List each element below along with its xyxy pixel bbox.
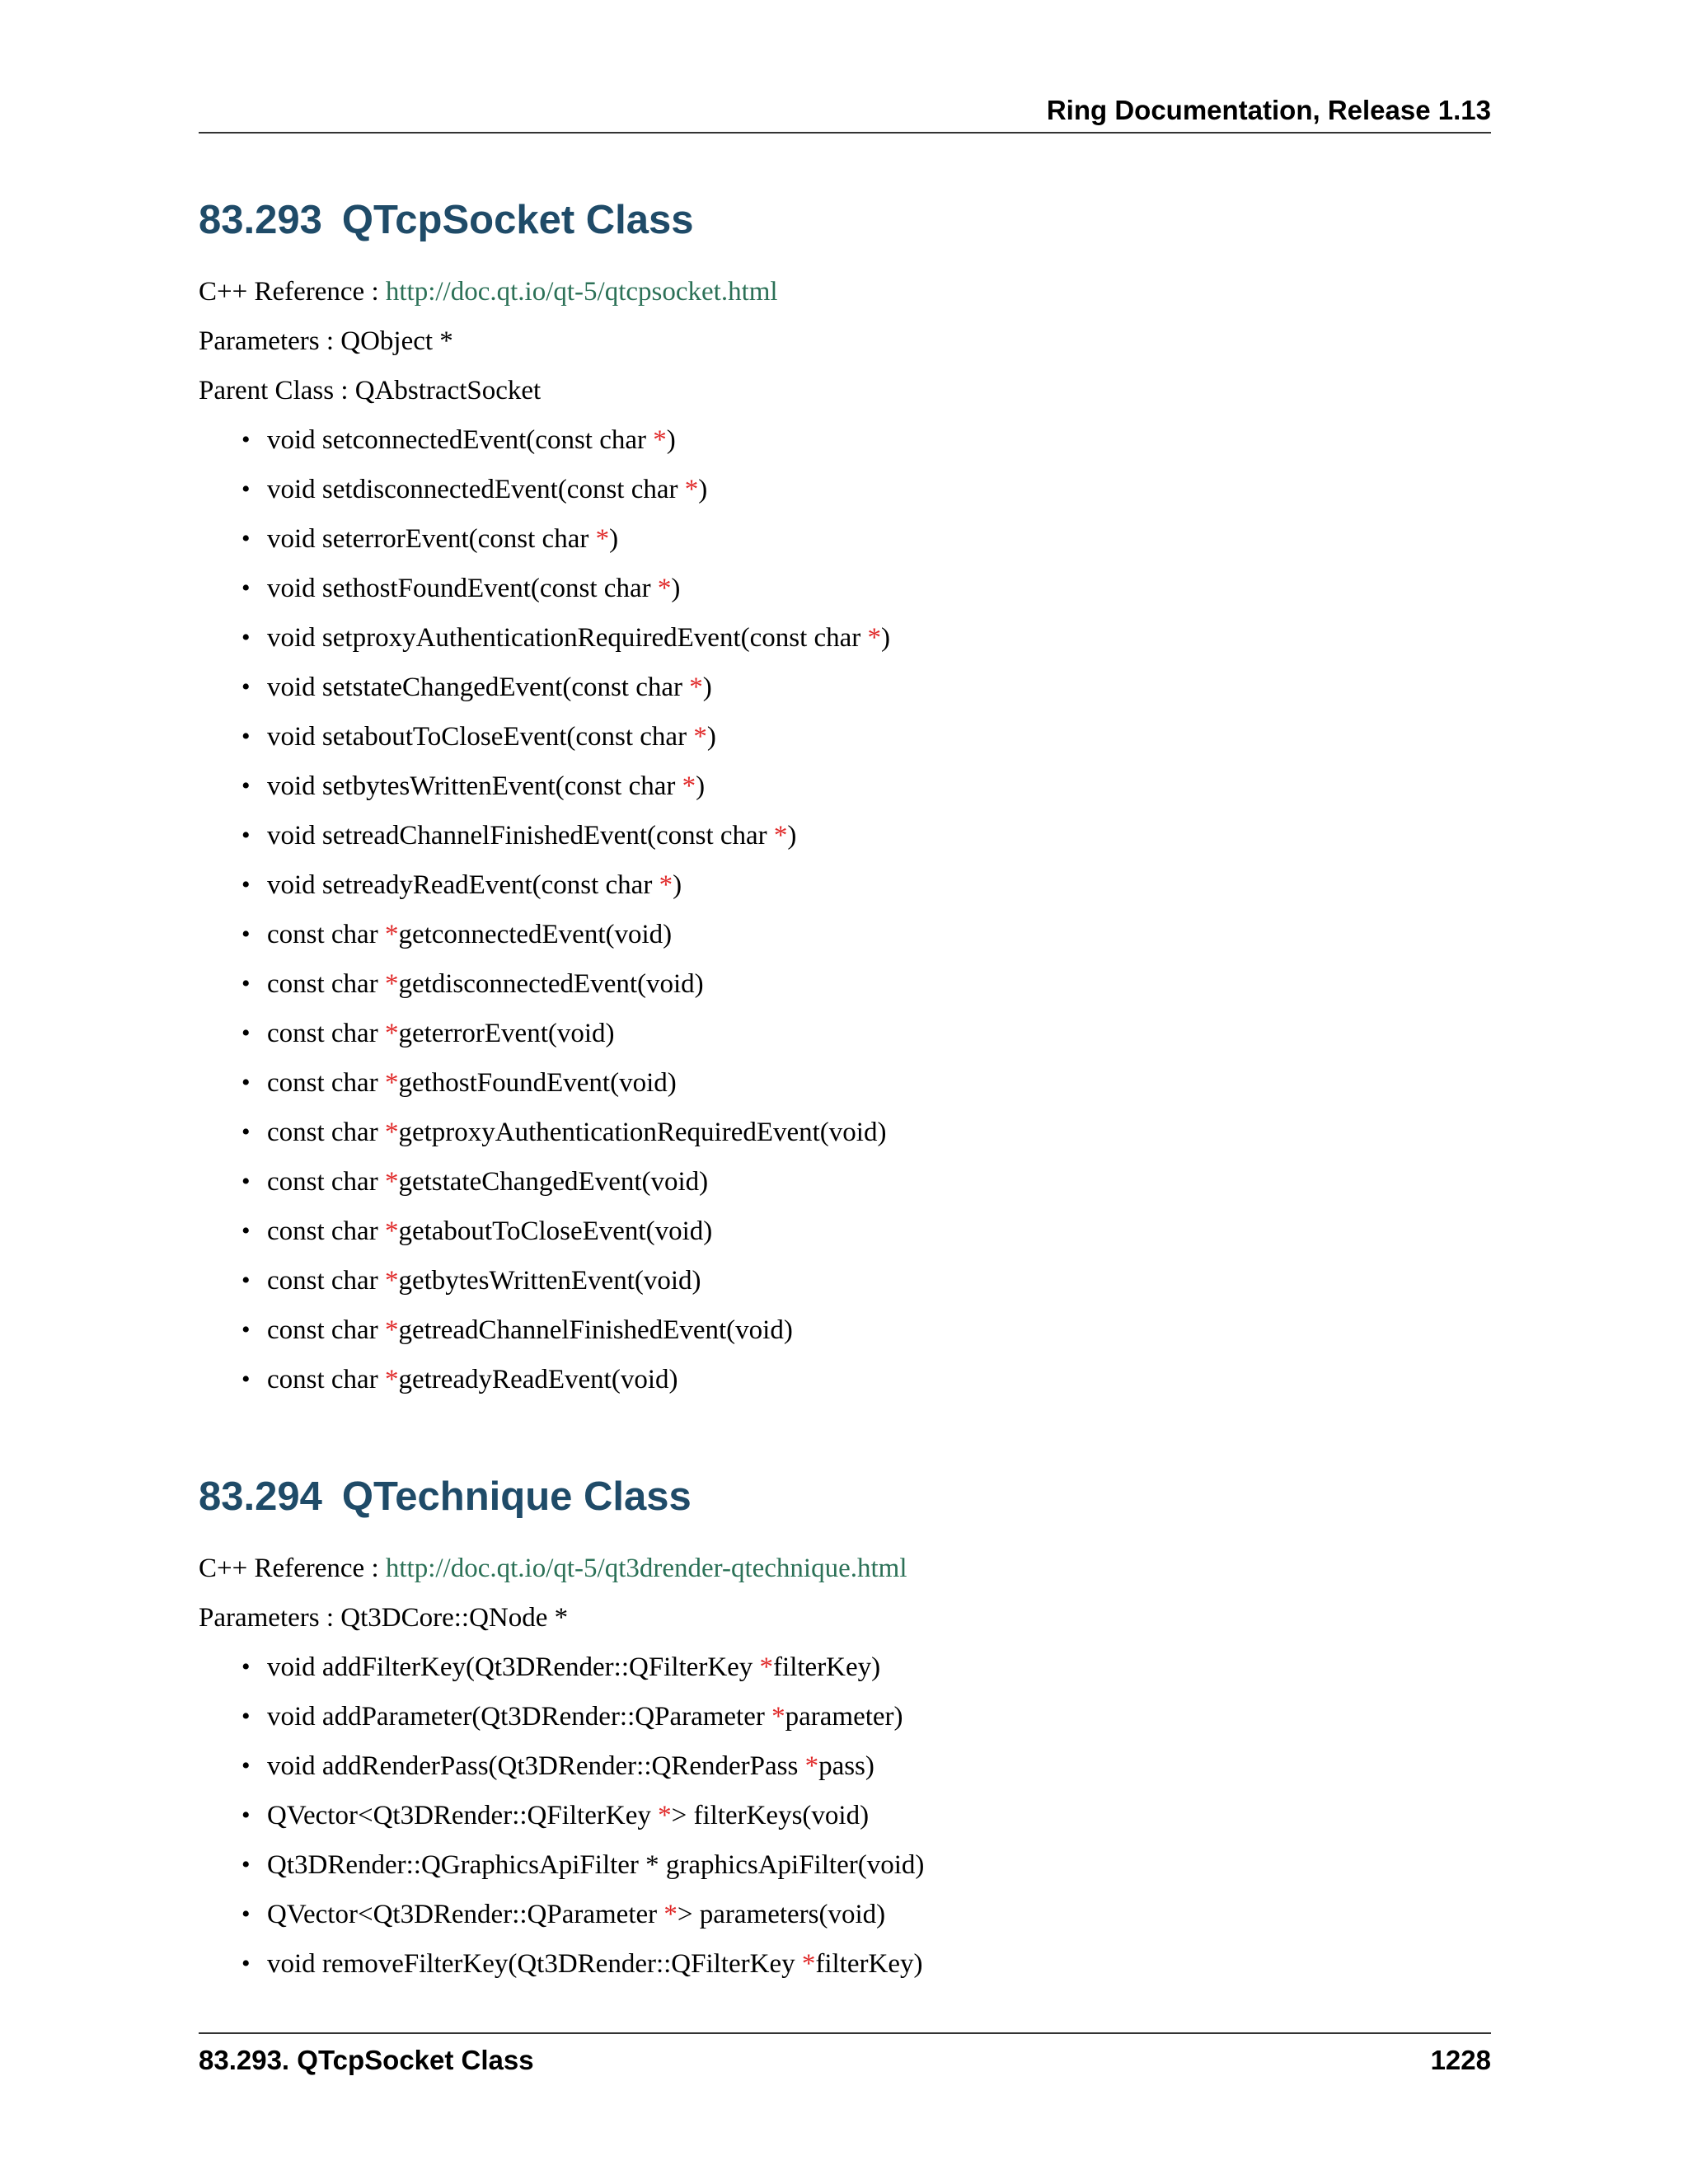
bullet-icon: • xyxy=(241,772,251,799)
method-text-end: geterrorEvent(void) xyxy=(398,1019,615,1048)
bullet-icon: • xyxy=(241,1069,251,1096)
bullet-icon: • xyxy=(241,525,251,552)
method-text: QVector<Qt3DRender::QFilterKey xyxy=(267,1801,659,1830)
cpp-reference-link[interactable]: http://doc.qt.io/qt-5/qt3drender-qtechnique.html xyxy=(385,1554,907,1583)
bullet-icon: • xyxy=(241,1950,251,1977)
pointer-star: * xyxy=(384,969,399,999)
method-text-end: getdisconnectedEvent(void) xyxy=(398,969,704,999)
parameters-line: Parameters : QObject * xyxy=(199,326,453,356)
method-text-end: ) xyxy=(698,475,708,504)
bullet-icon: • xyxy=(241,1802,251,1829)
pointer-star: * xyxy=(384,1068,399,1098)
pointer-star: * xyxy=(384,1167,399,1197)
pointer-star: * xyxy=(801,1949,816,1979)
method-text-end: getbytesWrittenEvent(void) xyxy=(398,1266,701,1296)
method-item xyxy=(199,424,1491,457)
bullet-icon: • xyxy=(241,1019,251,1047)
pointer-star: * xyxy=(653,425,667,455)
method-item xyxy=(199,869,1491,902)
parent-class-line: Parent Class : QAbstractSocket xyxy=(199,376,542,405)
method-text-end: filterKey) xyxy=(815,1949,923,1979)
method-text: const char xyxy=(267,1068,385,1098)
pointer-star: * xyxy=(689,673,703,702)
method-text: void seterrorEvent(const char xyxy=(267,524,596,554)
method-item xyxy=(199,1750,1491,1783)
method-item xyxy=(199,572,1491,605)
method-item xyxy=(199,1898,1491,1931)
pointer-star: * xyxy=(867,623,882,653)
pointer-star: * xyxy=(659,870,673,900)
page-footer xyxy=(199,2032,1491,2079)
method-text: const char xyxy=(267,1118,385,1147)
method-text: QVector<Qt3DRender::QParameter xyxy=(267,1900,664,1929)
method-text: void addFilterKey(Qt3DRender::QFilterKey xyxy=(267,1652,760,1682)
method-text-end: ) xyxy=(706,722,716,752)
bullet-icon: • xyxy=(241,1217,251,1244)
method-text-end: getreadChannelFinishedEvent(void) xyxy=(398,1315,793,1345)
method-item xyxy=(199,770,1491,803)
bullet-icon: • xyxy=(241,970,251,997)
method-text: const char xyxy=(267,1167,385,1197)
bullet-icon: • xyxy=(241,1366,251,1393)
bullet-icon: • xyxy=(241,1653,251,1680)
method-text: void setproxyAuthenticationRequiredEvent(const char xyxy=(267,623,868,653)
method-item xyxy=(199,1363,1491,1396)
method-item xyxy=(199,1700,1491,1733)
pointer-star: * xyxy=(384,1118,399,1147)
method-text: const char xyxy=(267,1019,385,1048)
method-text-end: ) xyxy=(609,524,619,554)
bullet-icon: • xyxy=(241,1851,251,1878)
method-item xyxy=(199,1651,1491,1684)
method-text-end: getconnectedEvent(void) xyxy=(398,920,673,949)
section-heading xyxy=(199,191,1491,249)
pointer-star: * xyxy=(384,1365,399,1394)
method-item xyxy=(199,819,1491,852)
pointer-star: * xyxy=(657,574,672,603)
method-text-end: ) xyxy=(702,673,712,702)
method-text: const char xyxy=(267,1266,385,1296)
pointer-star: * xyxy=(773,821,788,851)
method-text-end: getreadyReadEvent(void) xyxy=(398,1365,678,1394)
method-text-end: getaboutToCloseEvent(void) xyxy=(398,1216,713,1246)
pointer-star: * xyxy=(384,1019,399,1048)
method-item xyxy=(199,473,1491,506)
method-item xyxy=(199,1116,1491,1149)
pointer-star: * xyxy=(663,1900,678,1929)
method-item xyxy=(199,621,1491,654)
method-list xyxy=(199,424,1491,1396)
cpp-reference-line xyxy=(199,1552,1491,1585)
bullet-icon: • xyxy=(241,1900,251,1928)
section-qtechnique xyxy=(199,1468,1491,1997)
bullet-icon: • xyxy=(241,1752,251,1779)
bullet-icon: • xyxy=(241,1168,251,1195)
cpp-reference-line xyxy=(199,275,1491,308)
bullet-icon: • xyxy=(241,822,251,849)
bullet-icon: • xyxy=(241,921,251,948)
method-item xyxy=(199,1799,1491,1832)
method-text: void setbytesWrittenEvent(const char xyxy=(267,771,682,801)
method-text-end: gethostFoundEvent(void) xyxy=(398,1068,677,1098)
bullet-icon: • xyxy=(241,1267,251,1294)
method-text-end: ) xyxy=(671,574,681,603)
section-qtcpsocket xyxy=(199,191,1491,1413)
cpp-reference-link[interactable]: http://doc.qt.io/qt-5/qtcpsocket.html xyxy=(385,277,778,307)
bullet-icon: • xyxy=(241,673,251,701)
method-text: const char xyxy=(267,1216,385,1246)
bullet-icon: • xyxy=(241,476,251,503)
section-number: 83.293 xyxy=(199,198,322,242)
pointer-star: * xyxy=(384,920,399,949)
bullet-icon: • xyxy=(241,1316,251,1343)
method-text-end: parameter) xyxy=(785,1702,903,1732)
method-text: Qt3DRender::QGraphicsApiFilter * graphicsApiFilter(void) xyxy=(267,1850,925,1880)
method-text: const char xyxy=(267,969,385,999)
pointer-star: * xyxy=(804,1751,819,1781)
method-item xyxy=(199,523,1491,555)
pointer-star: * xyxy=(384,1266,399,1296)
method-item xyxy=(199,1165,1491,1198)
page-number: 1228 xyxy=(1430,2045,1491,2075)
footer-section-title: 83.293. QTcpSocket Class xyxy=(199,2045,534,2075)
method-text-end: ) xyxy=(787,821,797,851)
method-text: void addParameter(Qt3DRender::QParameter xyxy=(267,1702,772,1732)
method-text: void setreadChannelFinishedEvent(const char xyxy=(267,821,774,851)
method-text: void addRenderPass(Qt3DRender::QRenderPass xyxy=(267,1751,805,1781)
method-item xyxy=(199,1314,1491,1347)
method-text-end: getproxyAuthenticationRequiredEvent(void) xyxy=(398,1118,887,1147)
method-item xyxy=(199,918,1491,951)
pointer-star: * xyxy=(771,1702,785,1732)
method-text-end: ) xyxy=(673,870,682,900)
bullet-icon: • xyxy=(241,426,251,453)
pointer-star: * xyxy=(684,475,699,504)
cpp-reference-label: C++ Reference : xyxy=(199,277,386,307)
method-item xyxy=(199,1215,1491,1248)
method-text: const char xyxy=(267,1315,385,1345)
method-item xyxy=(199,1066,1491,1099)
method-text: void setaboutToCloseEvent(const char xyxy=(267,722,694,752)
pointer-star: * xyxy=(682,771,696,801)
method-item xyxy=(199,671,1491,704)
method-text-end: ) xyxy=(666,425,676,455)
method-text-end: pass) xyxy=(818,1751,874,1781)
bullet-icon: • xyxy=(241,1118,251,1146)
section-heading xyxy=(199,1468,1491,1526)
bullet-icon: • xyxy=(241,624,251,651)
pointer-star: * xyxy=(384,1315,399,1345)
method-text: void removeFilterKey(Qt3DRender::QFilterKey xyxy=(267,1949,802,1979)
method-text-end: ) xyxy=(881,623,891,653)
method-text: void sethostFoundEvent(const char xyxy=(267,574,658,603)
method-list xyxy=(199,1651,1491,1980)
method-item xyxy=(199,1264,1491,1297)
method-text: const char xyxy=(267,1365,385,1394)
method-item xyxy=(199,720,1491,753)
pointer-star: * xyxy=(693,722,707,752)
bullet-icon: • xyxy=(241,871,251,898)
method-text: void setstateChangedEvent(const char xyxy=(267,673,690,702)
method-text: const char xyxy=(267,920,385,949)
method-item xyxy=(199,968,1491,1001)
parameters-line: Parameters : Qt3DCore::QNode * xyxy=(199,1603,569,1633)
method-text-end: > parameters(void) xyxy=(677,1900,886,1929)
cpp-reference-label: C++ Reference : xyxy=(199,1554,386,1583)
method-item xyxy=(199,1947,1491,1980)
section-body xyxy=(199,1552,1491,1980)
pointer-star: * xyxy=(759,1652,774,1682)
pointer-star: * xyxy=(658,1801,672,1830)
method-text-end: > filterKeys(void) xyxy=(671,1801,870,1830)
method-text: void setconnectedEvent(const char xyxy=(267,425,654,455)
method-text: void setdisconnectedEvent(const char xyxy=(267,475,685,504)
method-item xyxy=(199,1849,1491,1882)
pointer-star: * xyxy=(595,524,610,554)
bullet-icon: • xyxy=(241,574,251,602)
section-body xyxy=(199,275,1491,1396)
bullet-icon: • xyxy=(241,723,251,750)
method-text-end: ) xyxy=(696,771,706,801)
section-number: 83.294 xyxy=(199,1474,322,1519)
method-text: void setreadyReadEvent(const char xyxy=(267,870,659,900)
method-text-end: getstateChangedEvent(void) xyxy=(398,1167,709,1197)
bullet-icon: • xyxy=(241,1703,251,1730)
section-title: QTcpSocket Class xyxy=(341,198,694,242)
pointer-star: * xyxy=(384,1216,399,1246)
section-title: QTechnique Class xyxy=(341,1474,692,1519)
document-title: Ring Documentation, Release 1.13 xyxy=(1046,95,1491,125)
page-header xyxy=(199,92,1491,134)
method-text-end: filterKey) xyxy=(773,1652,881,1682)
method-item xyxy=(199,1017,1491,1050)
